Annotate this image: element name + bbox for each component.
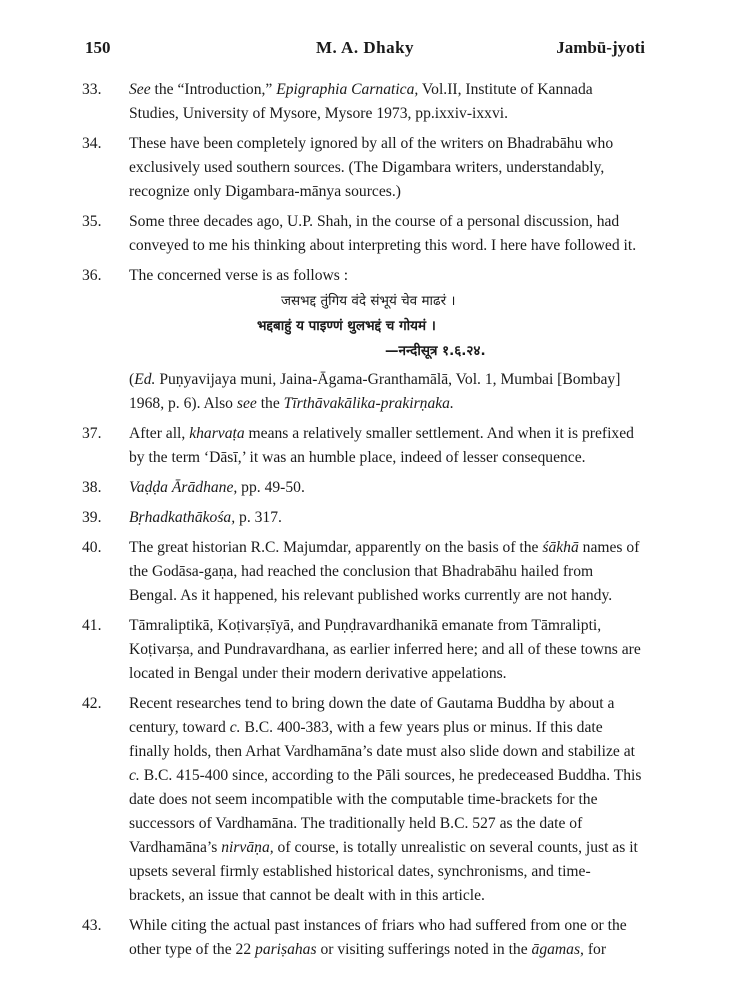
note-number: 38. bbox=[82, 479, 102, 496]
endnote-33 bbox=[82, 78, 642, 126]
note-text: Vaḍḍa Ārādhane, pp. 49-50. bbox=[129, 479, 305, 496]
journal-title: Jambū-jyoti bbox=[556, 38, 645, 57]
note-number: 43. bbox=[82, 917, 102, 934]
note-text: While citing the actual past instances of friars who had suffered from one or the other type of the 22 pariṣahas or visiting sufferings noted in the āgamas, for bbox=[129, 917, 627, 958]
note-number: 40. bbox=[82, 539, 102, 556]
verse-line-2: भद्दबाहुं य पाइण्णं थुलभद्दं च गोयमं । bbox=[257, 318, 436, 334]
endnote-35 bbox=[82, 210, 642, 258]
note-text: See the “Introduction,” Epigraphia Carnatica, Vol.II, Institute of Kannada Studies, University of Mysore, Mysore 1973, pp.ixxiv-ixxvi. bbox=[129, 81, 593, 122]
note-text: These have been completely ignored by all of the writers on Bhadrabāhu who exclusively used southern sources. (The Digambara writers, understandably, recognize only Digambara-mānya sources.) bbox=[129, 135, 614, 200]
endnote-41 bbox=[82, 614, 642, 686]
endnote-36 bbox=[82, 264, 642, 416]
page-number: 150 bbox=[85, 38, 111, 57]
note-number: 34. bbox=[82, 135, 102, 152]
note-text: Recent researches tend to bring down the date of Gautama Buddha by about a century, toward c. B.C. 400-383, with a few years plus or minus. If this date finally holds, then Arhat Vardhamāna’s date must also slide down and stabilize at c. B.C. 415-400 since, according to the Pāli sources, he predeceased Buddha. This date does not seem incompatible with the computable time-brackets for the successors of Vardhamāna. The traditionally held B.C. 527 as the date of Vardhamāna’s nirvāṇa, of course, is totally unrealistic on several counts, just as it upsets several firmly established historical dates, synchronisms, and time-brackets, an issue that cannot be dealt with in this article. bbox=[129, 695, 642, 904]
endnote-38 bbox=[82, 476, 642, 500]
note-text: Bṛhadkathākośa, p. 317. bbox=[129, 509, 282, 526]
endnote-34 bbox=[82, 132, 642, 204]
sanskrit-verse bbox=[129, 289, 642, 364]
note-text bbox=[129, 264, 642, 416]
note-number: 37. bbox=[82, 425, 102, 442]
note-citation: (Ed. Puṇyavijaya muni, Jaina-Āgama-Granthamālā, Vol. 1, Mumbai [Bombay] 1968, p. 6). Also see the Tīrthāvakālika-prakirṇaka. bbox=[129, 371, 621, 412]
note-number: 41. bbox=[82, 617, 102, 634]
note-number: 36. bbox=[82, 267, 102, 284]
verse-line-1: जसभद्द तुंगिय वंदे संभूयं चेव माढरं । bbox=[281, 293, 456, 309]
note-text: After all, kharvaṭa means a relatively smaller settlement. And when it is prefixed by the term ‘Dāsī,’ it was an humble place, indeed of lesser consequence. bbox=[129, 425, 634, 466]
running-header bbox=[85, 38, 645, 64]
note-number: 33. bbox=[82, 81, 102, 98]
note-number: 39. bbox=[82, 509, 102, 526]
endnote-42 bbox=[82, 692, 642, 908]
endnote-37 bbox=[82, 422, 642, 470]
note-text: Tāmraliptikā, Koṭivarṣīyā, and Puṇḍravardhanikā emanate from Tāmralipti, Koṭivarṣa, and Pundravardhana, as earlier inferred here; and all of these towns are located in Bengal under their modern derivative appelations. bbox=[129, 617, 641, 682]
endnote-40 bbox=[82, 536, 642, 608]
note-intro: The concerned verse is as follows : bbox=[129, 267, 349, 284]
note-text: Some three decades ago, U.P. Shah, in the course of a personal discussion, had conveyed to me his thinking about interpreting this word. I here have followed it. bbox=[129, 213, 637, 254]
note-number: 35. bbox=[82, 213, 102, 230]
endnote-43 bbox=[82, 914, 642, 962]
endnote-39 bbox=[82, 506, 642, 530]
verse-source: —नन्दीसूत्र १.६.२४. bbox=[385, 343, 486, 359]
note-number: 42. bbox=[82, 695, 102, 712]
endnotes-list bbox=[82, 78, 642, 968]
author-name: M. A. Dhaky bbox=[315, 38, 415, 57]
note-text: The great historian R.C. Majumdar, apparently on the basis of the śākhā names of the Godāsa-gaṇa, had reached the conclusion that Bhadrabāhu hailed from Bengal. As it happened, his relevant published works currently are not handy. bbox=[129, 539, 640, 604]
